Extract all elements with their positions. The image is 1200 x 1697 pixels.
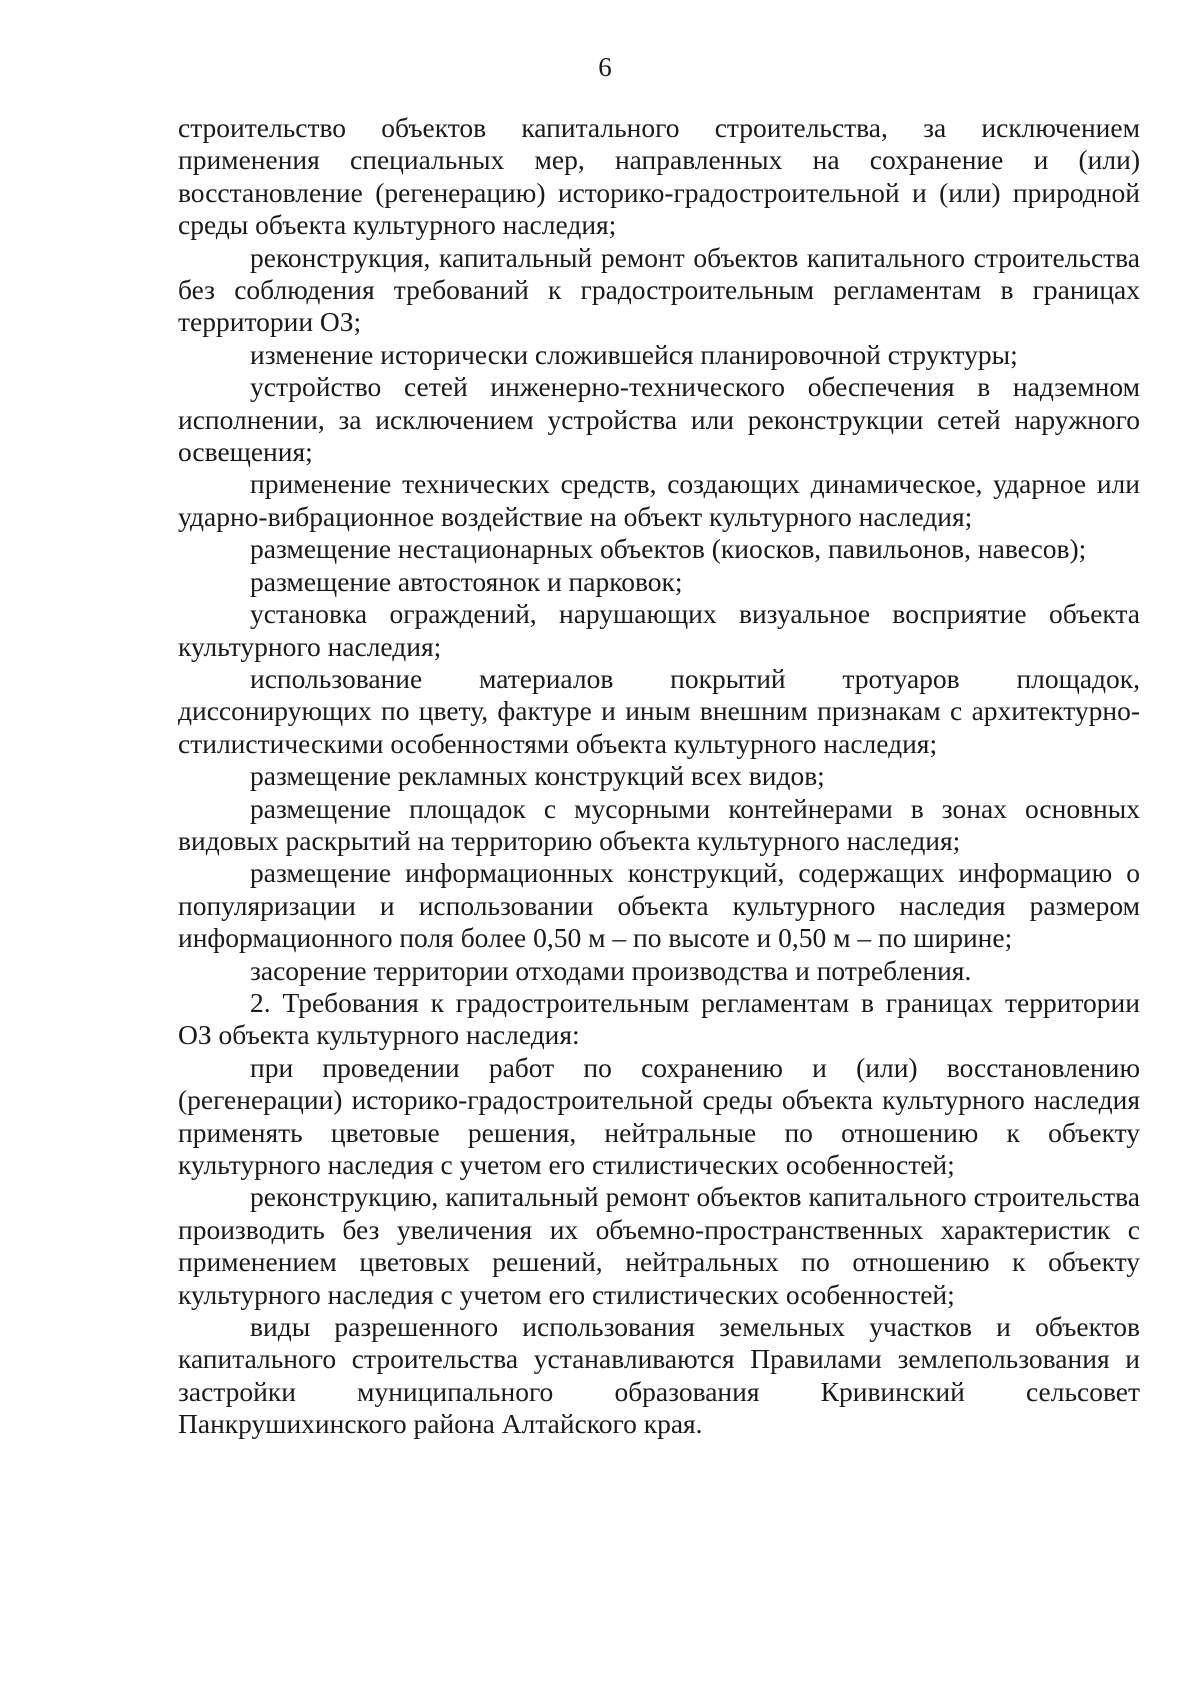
paragraph-12: размещение информационных конструкций, содержащих информацию о популяризации и использовании объекта культурного наследия размером информационного поля более 0,50 м – по высоте и 0,50 м – по ширине; bbox=[178, 857, 1140, 954]
paragraph-3: изменение исторически сложившейся планировочной структуры; bbox=[250, 338, 1018, 370]
section-2-heading-paragraph: 2. Требования к градостроительным регламентам в границах территории ОЗ объекта культурного наследия: bbox=[178, 986, 1140, 1051]
paragraph-16: реконструкцию, капитальный ремонт объектов капитального строительства производить без увеличения их объемно-пространственных характеристик с применением цветовых решений, нейтральных по отношению к объекту культурного наследия с учетом его стилистических особенностей; bbox=[178, 1181, 1140, 1310]
paragraph-9: использование материалов покрытий тротуаров площадок, диссонирующих по цвету, фактуре и иным внешним признакам с архитектурно-стилистическими особенностями объекта культурного наследия; bbox=[178, 662, 1140, 759]
paragraph-1: строительство объектов капитального строительства, за исключением применения специальных мер, направленных на сохранение и (или) восстановление (регенерацию) историко-градостроительной и (или) природной среды объекта культурного наследия; bbox=[178, 112, 1140, 241]
paragraph-17: виды разрешенного использования земельных участков и объектов капитального строительства устанавливаются Правилами землепользования и застройки муниципального образования Кривинский сельсовет Панкрушихинского района Алтайского края. bbox=[178, 1311, 1140, 1440]
paragraph-8: установка ограждений, нарушающих визуальное восприятие объекта культурного наследия; bbox=[178, 598, 1140, 662]
page-number: 6 bbox=[598, 52, 612, 82]
paragraph-4: устройство сетей инженерно-технического обеспечения в надземном исполнении, за исключением устройства или реконструкции сетей наружного освещения; bbox=[178, 371, 1140, 468]
paragraph-6: размещение нестационарных объектов (киосков, павильонов, навесов); bbox=[250, 533, 1087, 565]
paragraph-5: применение технических средств, создающих динамическое, ударное или ударно-вибрационное воздействие на объект культурного наследия; bbox=[178, 468, 1140, 532]
paragraph-10: размещение рекламных конструкций всех видов; bbox=[250, 760, 825, 792]
paragraph-2: реконструкция, капитальный ремонт объектов капитального строительства без соблюдения требований к градостроительным регламентам в границах территории ОЗ; bbox=[178, 241, 1140, 338]
paragraph-15: при проведении работ по сохранению и (или) восстановлению (регенерации) историко-градостроительной среды объекта культурного наследия применять цветовые решения, нейтральные по отношению к объекту культурного наследия с учетом его стилистических особенностей; bbox=[178, 1051, 1140, 1180]
paragraph-13: засорение территории отходами производства и потребления. bbox=[250, 954, 972, 986]
document-body bbox=[178, 112, 1140, 1441]
paragraph-11: размещение площадок с мусорными контейнерами в зонах основных видовых раскрытий на территорию объекта культурного наследия; bbox=[178, 792, 1140, 856]
paragraph-7: размещение автостоянок и парковок; bbox=[250, 565, 683, 597]
